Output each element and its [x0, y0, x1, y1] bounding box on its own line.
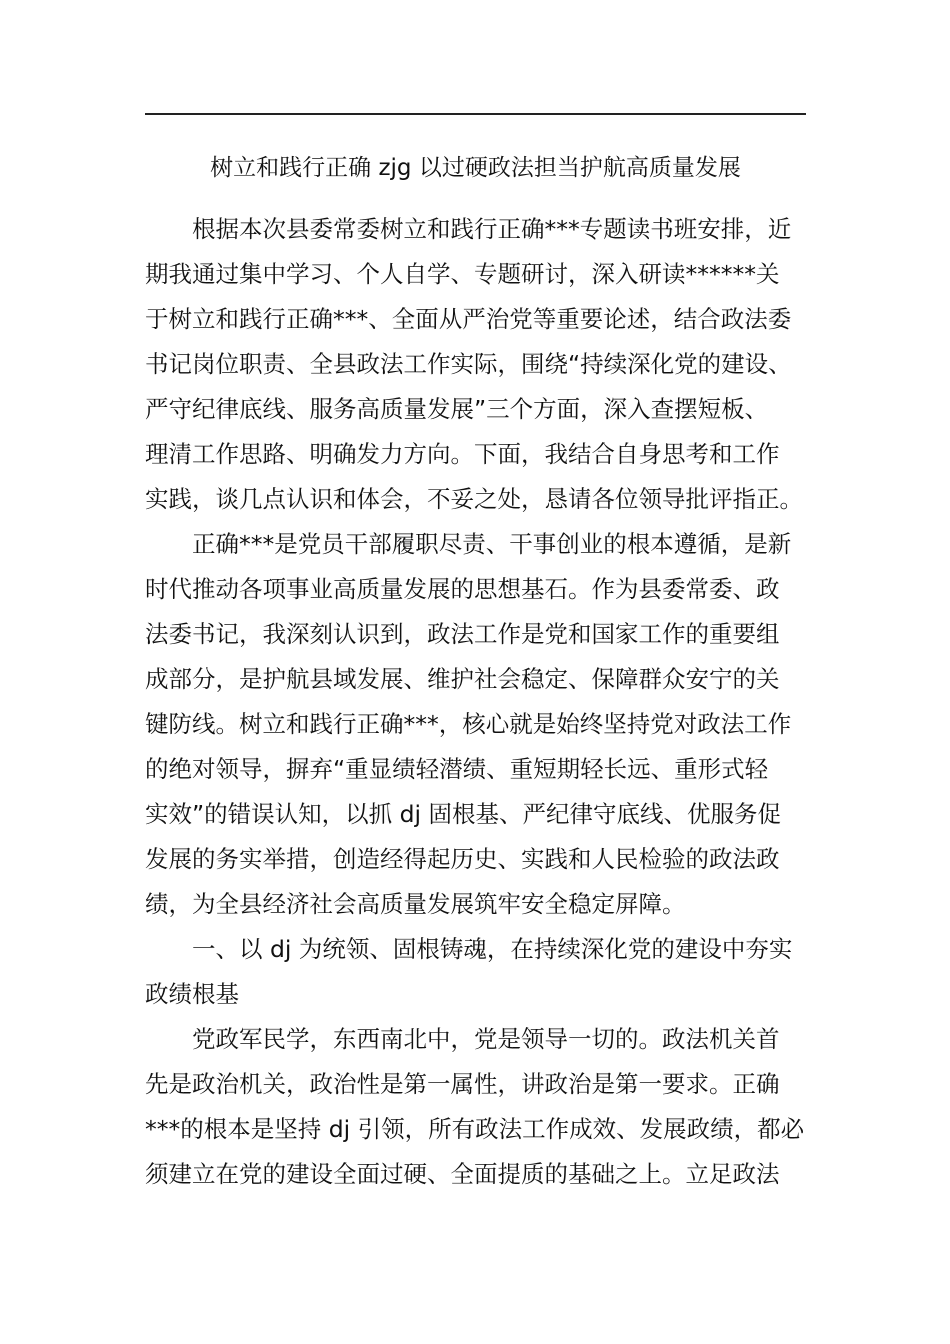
- paragraph-line: 的绝对领导，摒弃“重显绩轻潜绩、重短期轻长远、重形式轻: [145, 755, 769, 783]
- paragraph-line: 于树立和践行正确***、全面从严治党等重要论述，结合政法委: [145, 305, 792, 333]
- section-heading-line: 政绩根基: [145, 980, 239, 1008]
- paragraph-line: ***的根本是坚持 dj 引领，所有政法工作成效、发展政绩，都必: [145, 1115, 805, 1143]
- paragraph-line: 绩，为全县经济社会高质量发展筑牢安全稳定屏障。: [145, 890, 686, 918]
- document-body: [145, 207, 825, 1197]
- header-rule: [145, 113, 806, 115]
- paragraph-line: 法委书记，我深刻认识到，政法工作是党和国家工作的重要组: [145, 620, 780, 648]
- section-heading-line: 一、以 dj 为统领、固根铸魂，在持续深化党的建设中夯实: [192, 935, 793, 963]
- paragraph-line: 严守纪律底线、服务高质量发展”三个方面，深入查摆短板、: [145, 395, 769, 423]
- paragraph-line: 实效”的错误认知，以抓 dj 固根基、严纪律守底线、优服务促: [145, 800, 782, 828]
- paragraph-line: 根据本次县委常委树立和践行正确***专题读书班安排，近: [192, 215, 792, 243]
- paragraph-line: 发展的务实举措，创造经得起历史、实践和人民检验的政法政: [145, 845, 780, 873]
- paragraph-line: 期我通过集中学习、个人自学、专题研讨，深入研读******关: [145, 260, 780, 288]
- paragraph-line: 党政军民学，东西南北中，党是领导一切的。政法机关首: [192, 1025, 780, 1053]
- paragraph-line: 先是政治机关，政治性是第一属性，讲政治是第一要求。正确: [145, 1070, 780, 1098]
- paragraph-line: 理清工作思路、明确发力方向。下面，我结合自身思考和工作: [145, 440, 780, 468]
- paragraph-line: 实践，谈几点认识和体会，不妥之处，恳请各位领导批评指正。: [145, 485, 803, 513]
- paragraph-line: 正确***是党员干部履职尽责、干事创业的根本遵循，是新: [192, 530, 792, 558]
- paragraph-line: 时代推动各项事业高质量发展的思想基石。作为县委常委、政: [145, 575, 780, 603]
- paragraph-line: 书记岗位职责、全县政法工作实际，围绕“持续深化党的建设、: [145, 350, 792, 378]
- paragraph-line: 成部分，是护航县域发展、维护社会稳定、保障群众安宁的关: [145, 665, 780, 693]
- paragraph-line: 键防线。树立和践行正确***，核心就是始终坚持党对政法工作: [145, 710, 792, 738]
- document-title: 树立和践行正确 zjg 以过硬政法担当护航高质量发展: [210, 155, 741, 181]
- paragraph-line: 须建立在党的建设全面过硬、全面提质的基础之上。立足政法: [145, 1160, 780, 1188]
